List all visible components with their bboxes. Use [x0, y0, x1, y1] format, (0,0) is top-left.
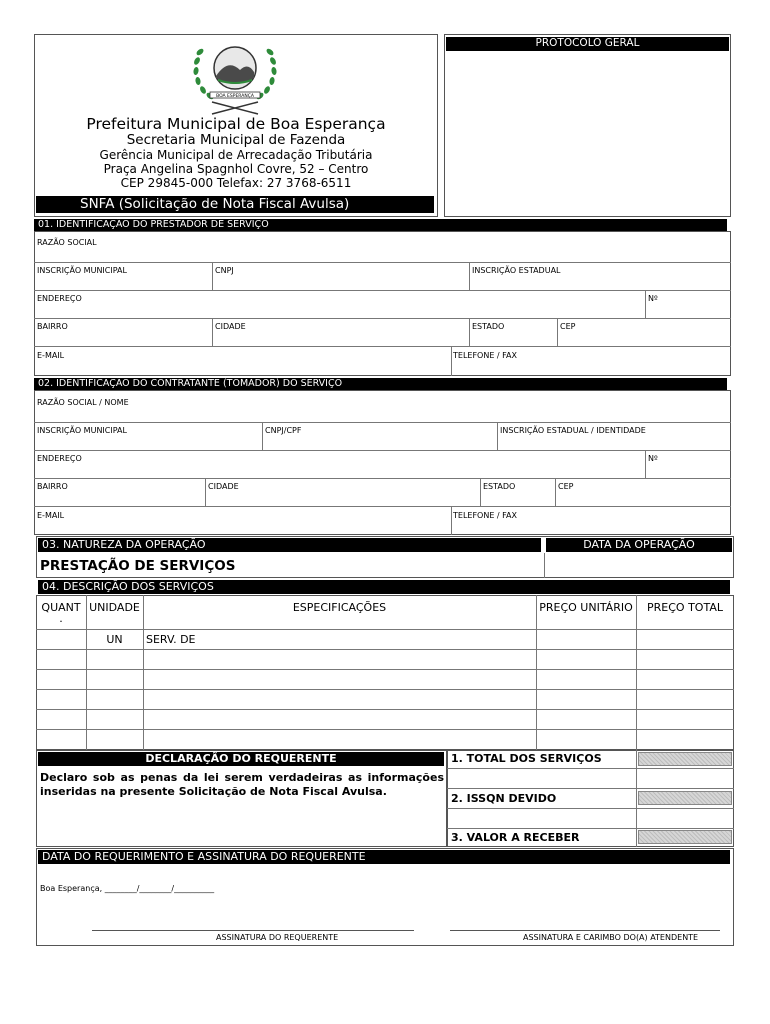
section1-title: 01. IDENTIFICAÇÃO DO PRESTADOR DE SERVIÇO	[34, 219, 727, 231]
valor-receber-value-field[interactable]	[638, 830, 732, 844]
org-address: Praça Angelina Spagnhol Covre, 52 – Centro	[103, 162, 369, 176]
section1-box	[34, 231, 731, 376]
protocolo-box	[444, 34, 731, 217]
col-quant-header: QUANT	[41, 601, 81, 614]
row1-unidade: UN	[106, 633, 123, 646]
issqn-value-field[interactable]	[638, 791, 732, 805]
municipal-coat-of-arms-logo	[190, 36, 280, 118]
s1-inscricao-estadual-label: INSCRIÇÃO ESTADUAL	[472, 266, 561, 275]
org-name: Prefeitura Municipal de Boa Esperança	[86, 115, 386, 133]
s2-cep-label: CEP	[558, 482, 574, 491]
s2-bairro-label: BAIRRO	[37, 482, 68, 491]
nature-of-operation-value: PRESTAÇÃO DE SERVIÇOS	[40, 558, 236, 574]
sig-requerente-line[interactable]	[92, 930, 414, 931]
s1-razao-social-label: RAZÃO SOCIAL	[37, 238, 97, 247]
valor-receber-label: 3. VALOR A RECEBER	[451, 831, 580, 844]
col-especificacoes-header: ESPECIFICAÇÕES	[292, 601, 387, 614]
s2-email-label: E-MAIL	[37, 511, 65, 520]
date-operation-title: DATA DA OPERAÇÃO	[546, 538, 732, 552]
protocolo-title: PROTOCOLO GERAL	[446, 37, 729, 51]
s1-estado-label: ESTADO	[472, 322, 505, 331]
section3-title: 03. NATUREZA DA OPERAÇÃO	[38, 538, 541, 552]
col-quant-dot: .	[59, 612, 63, 625]
signature-title: DATA DO REQUERIMENTO E ASSINATURA DO REQUERENTE	[38, 850, 730, 864]
s2-endereco-label: ENDEREÇO	[37, 454, 82, 463]
s1-endereco-label: ENDEREÇO	[37, 294, 82, 303]
s1-numero-label: Nº	[648, 294, 658, 303]
gerencia-name: Gerência Municipal de Arrecadação Tributária	[99, 148, 373, 162]
s2-telefone-label: TELEFONE / FAX	[453, 511, 517, 520]
section4-title: 04. DESCRIÇÃO DOS SERVIÇOS	[38, 580, 730, 594]
org-cep-phone: CEP 29845-000 Telefax: 27 3768-6511	[120, 176, 352, 190]
total-servicos-value-field[interactable]	[638, 752, 732, 766]
s1-cidade-label: CIDADE	[215, 322, 246, 331]
s1-cep-label: CEP	[560, 322, 576, 331]
s2-numero-label: Nº	[648, 454, 658, 463]
s1-inscricao-municipal-label: INSCRIÇÃO MUNICIPAL	[37, 266, 127, 275]
s1-telefone-label: TELEFONE / FAX	[453, 351, 517, 360]
s2-razao-social-label: RAZÃO SOCIAL / NOME	[37, 398, 129, 407]
date-line[interactable]: Boa Esperança, ________/________/__________	[40, 884, 215, 893]
form-title: SNFA (Solicitação de Nota Fiscal Avulsa)	[36, 196, 434, 213]
declaration-title: DECLARAÇÃO DO REQUERENTE	[38, 752, 444, 766]
section2-title: 02. IDENTIFICAÇÃO DO CONTRATANTE (TOMADOR) DO SERVIÇO	[34, 378, 727, 390]
col-preco-unitario-header: PREÇO UNITÁRIO	[539, 601, 633, 614]
s2-inscricao-estadual-label: INSCRIÇÃO ESTADUAL / IDENTIDADE	[500, 426, 646, 435]
total-servicos-label: 1. TOTAL DOS SERVIÇOS	[451, 752, 602, 765]
s1-bairro-label: BAIRRO	[37, 322, 68, 331]
services-table	[36, 595, 734, 750]
svg-text:BOA ESPERANÇA: BOA ESPERANÇA	[216, 94, 254, 99]
section2-box	[34, 390, 731, 535]
s2-cidade-label: CIDADE	[208, 482, 239, 491]
sig-atendente-line[interactable]	[450, 930, 720, 931]
s2-inscricao-municipal-label: INSCRIÇÃO MUNICIPAL	[37, 426, 127, 435]
secretaria-name: Secretaria Municipal de Fazenda	[126, 132, 346, 148]
s1-email-label: E-MAIL	[37, 351, 65, 360]
s2-cnpj-label: CNPJ/CPF	[265, 426, 302, 435]
row1-especificacao: SERV. DE	[146, 633, 196, 646]
col-preco-total-header: PREÇO TOTAL	[647, 601, 723, 614]
s1-cnpj-label: CNPJ	[215, 266, 234, 275]
s2-estado-label: ESTADO	[483, 482, 516, 491]
sig-requerente-label: ASSINATURA DO REQUERENTE	[216, 933, 339, 942]
issqn-label: 2. ISSQN DEVIDO	[451, 792, 557, 805]
declaration-text: Declaro sob as penas da lei serem verdadeiras as informações inseridas na presente Solicitação de Nota Fiscal Avulsa.	[40, 771, 444, 798]
col-unidade-header: UNIDADE	[89, 601, 140, 614]
sig-atendente-label: ASSINATURA E CARIMBO DO(A) ATENDENTE	[523, 933, 699, 942]
